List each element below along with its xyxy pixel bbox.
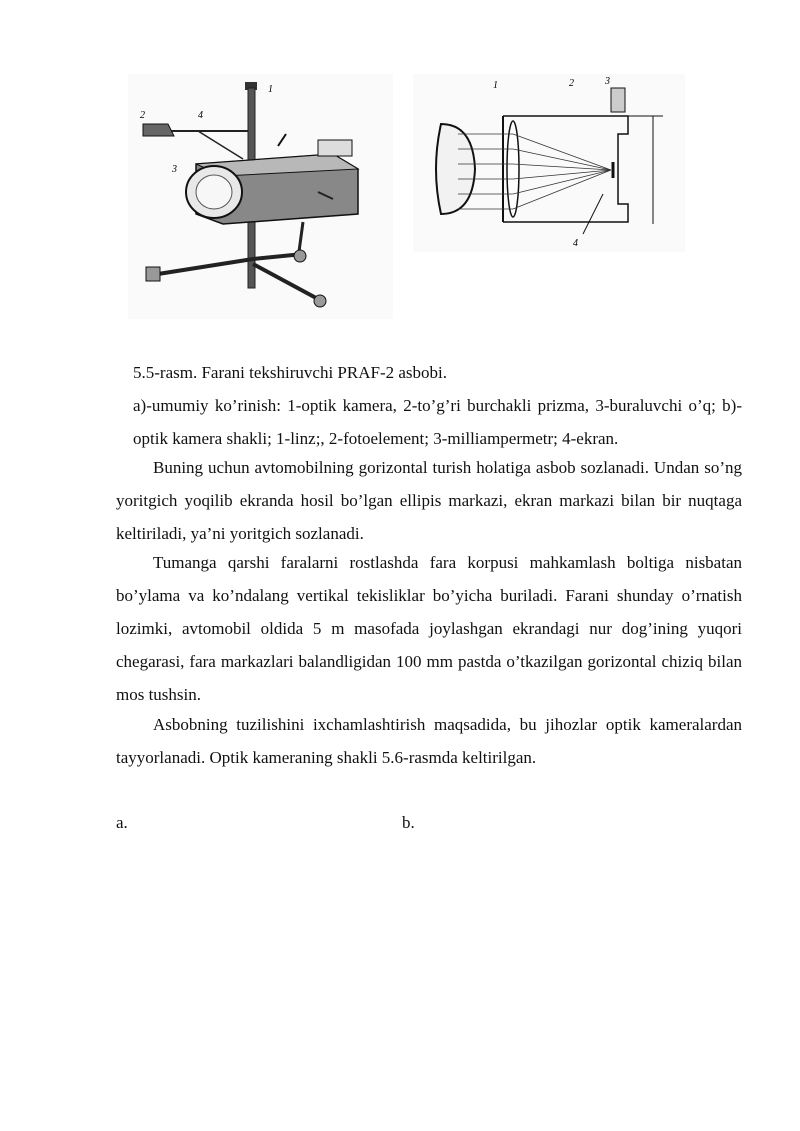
- callout-a-1: 1: [268, 84, 273, 95]
- callout-a-2: 2: [140, 110, 145, 121]
- subfigure-label-a: a.: [116, 813, 128, 832]
- callout-b-4: 4: [573, 238, 578, 249]
- body-paragraph-2: Tumanga qarshi faralarni rostlashda fara korpusi mahkamlash boltiga nisbatan bo’ylama va ko’ndalang vertikal tekisliklar bo’yicha buriladi. Farani shunday o’rnatish lozimki, avtomobil oldida 5 m masofada joylashgan ekrandagi nur dog’ining yuqori chegarasi, fara markazlari balandligidan 100 mm pastda o’tkazilgan gorizontal chiziq bilan mos tushsin.: [116, 553, 742, 704]
- body-paragraph-3: Asbobning tuzilishini ixchamlashtirish maqsadida, bu jihozlar optik kameralardan tayyorlanadi. Optik kameraning shakli 5.6-rasmda keltirilgan.: [116, 715, 742, 767]
- body-paragraph-1: Buning uchun avtomobilning gorizontal turish holatiga asbob sozlanadi. Undan so’ng yoritgich yoqilib ekranda hosil bo’lgan ellipis markazi, ekran markazi bilan bir nuqtaga keltiriladi, ya’ni yoritgich sozlanadi.: [116, 458, 742, 543]
- device-drawing: [128, 74, 393, 319]
- figure-a-device-view: [128, 74, 393, 319]
- callout-a-3: 3: [172, 164, 177, 175]
- callout-a-4: 4: [198, 110, 203, 121]
- callout-b-2: 2: [569, 78, 574, 89]
- figure-caption-description: a)-umumiy ko’rinish: 1-optik kamera, 2-to’g’ri burchakli prizma, 3-buraluvchi o’q; b)-optik kamera shakli; 1-linz;, 2-fotoelement; 3-milliampermetr; 4-ekran.: [133, 396, 742, 448]
- subfigure-label-b: b.: [402, 813, 415, 832]
- camera-scheme-drawing: [413, 74, 685, 252]
- figure-caption-title: 5.5-rasm. Farani tekshiruvchi PRAF-2 asbobi.: [133, 363, 447, 382]
- figure-b-camera-scheme: [413, 74, 685, 252]
- callout-b-1: 1: [493, 80, 498, 91]
- callout-b-3: 3: [605, 76, 610, 87]
